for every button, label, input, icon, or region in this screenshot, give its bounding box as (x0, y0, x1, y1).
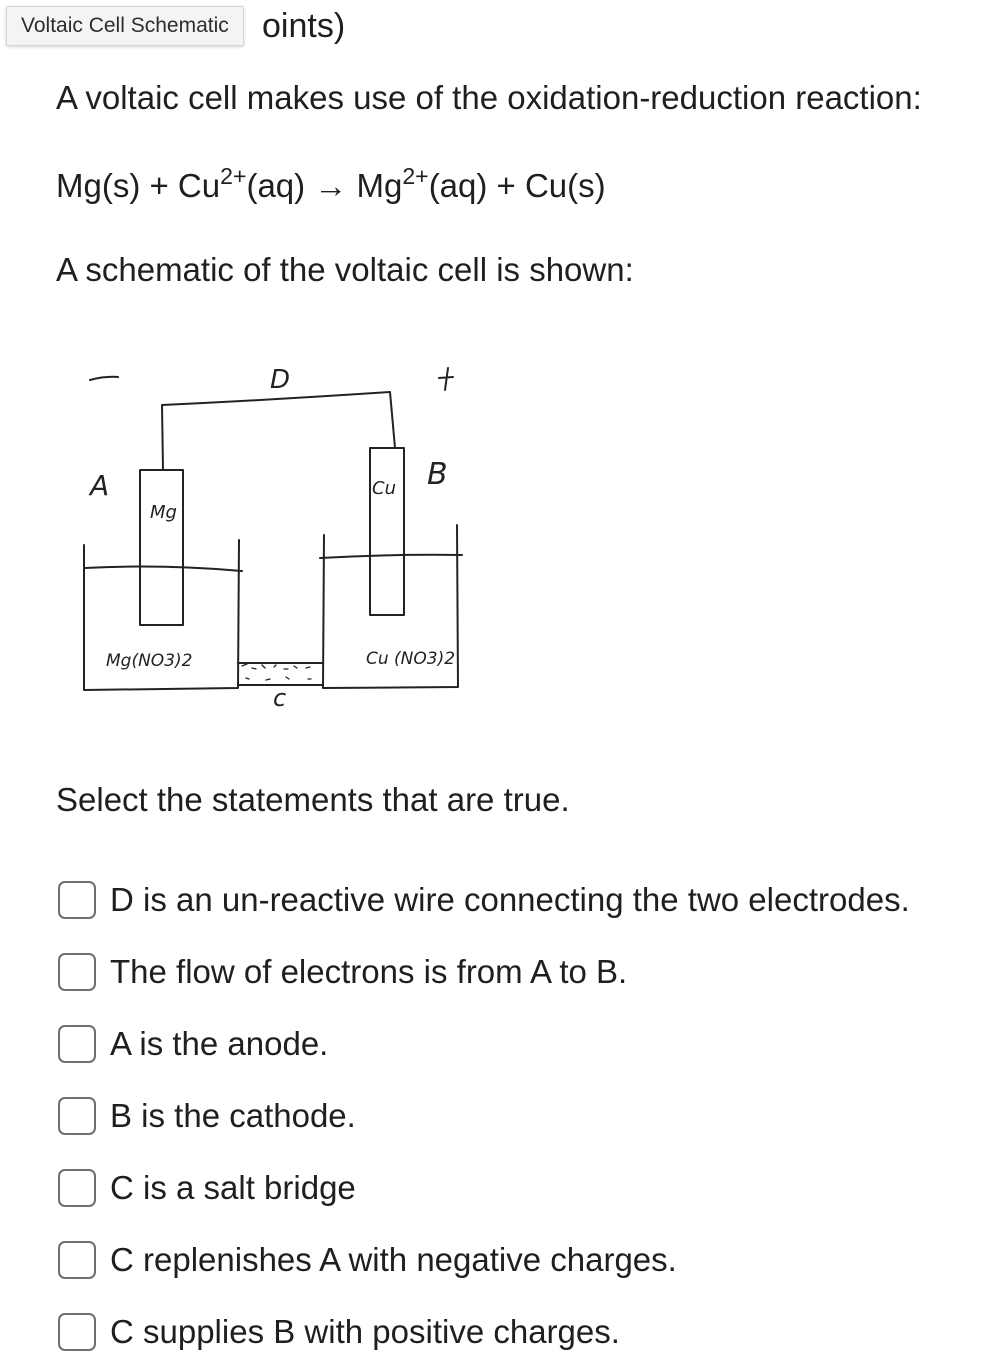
points-text: oints) (262, 7, 346, 45)
option-6[interactable] (58, 1224, 978, 1296)
negative-terminal-mark (90, 377, 118, 380)
reaction-arrow: → (314, 167, 348, 204)
mg-electrode-label: Mg (150, 502, 177, 523)
option-7[interactable] (58, 1296, 978, 1368)
option-1-label[interactable]: D is an un-reactive wire connecting the two electrodes. (110, 881, 910, 918)
question-title-tag: Voltaic Cell Schematic (6, 6, 244, 46)
left-solution-surface (85, 567, 242, 571)
answer-options (58, 864, 978, 1368)
option-4-checkbox[interactable] (58, 1097, 96, 1135)
option-1[interactable] (58, 864, 978, 936)
question-intro: A voltaic cell makes use of the oxidation-reduction reaction: (56, 79, 922, 116)
reaction-charge1: 2+ (220, 163, 247, 190)
positive-terminal-mark (439, 368, 453, 390)
option-3-label[interactable]: A is the anode. (110, 1025, 329, 1062)
reaction-product1: Mg (356, 167, 403, 204)
reaction-reactant2: (aq) (246, 167, 306, 204)
cu-electrode (370, 448, 404, 615)
reaction-product2: (aq) + Cu(s) (428, 167, 606, 204)
label-c: c (273, 684, 287, 712)
option-5-checkbox[interactable] (58, 1169, 96, 1207)
option-4[interactable] (58, 1080, 978, 1152)
schematic-intro: A schematic of the voltaic cell is shown: (56, 251, 634, 288)
cu-electrode-label: Cu (372, 478, 396, 499)
label-d: D (270, 365, 291, 395)
label-b: B (427, 457, 448, 492)
salt-bridge (238, 663, 323, 685)
voltaic-cell-diagram (70, 350, 480, 720)
label-a: A (90, 469, 110, 502)
left-solution-label: Mg(NO3)2 (106, 651, 193, 671)
option-2-checkbox[interactable] (58, 953, 96, 991)
option-2-label[interactable]: The flow of electrons is from A to B. (110, 953, 628, 990)
option-3-checkbox[interactable] (58, 1025, 96, 1063)
option-6-label[interactable]: C replenishes A with negative charges. (110, 1241, 677, 1278)
option-1-checkbox[interactable] (58, 881, 96, 919)
option-4-label[interactable]: B is the cathode. (110, 1097, 356, 1134)
option-6-checkbox[interactable] (58, 1241, 96, 1279)
reaction-reactant1: Mg(s) + Cu (56, 167, 221, 204)
option-2[interactable] (58, 936, 978, 1008)
option-7-checkbox[interactable] (58, 1313, 96, 1351)
option-5[interactable] (58, 1152, 978, 1224)
option-7-label[interactable]: C supplies B with positive charges. (110, 1313, 620, 1350)
voltaic-cell-sketch (70, 350, 480, 720)
option-3[interactable] (58, 1008, 978, 1080)
option-5-label[interactable]: C is a salt bridge (110, 1169, 356, 1206)
right-solution-label: Cu (NO3)2 (366, 649, 456, 669)
reaction-charge2: 2+ (402, 163, 429, 190)
reaction-equation (56, 163, 606, 209)
select-prompt: Select the statements that are true. (56, 781, 570, 818)
mg-electrode (140, 470, 183, 625)
right-solution-surface (320, 555, 462, 558)
external-wire (162, 392, 395, 470)
salt-bridge-texture (242, 664, 311, 680)
